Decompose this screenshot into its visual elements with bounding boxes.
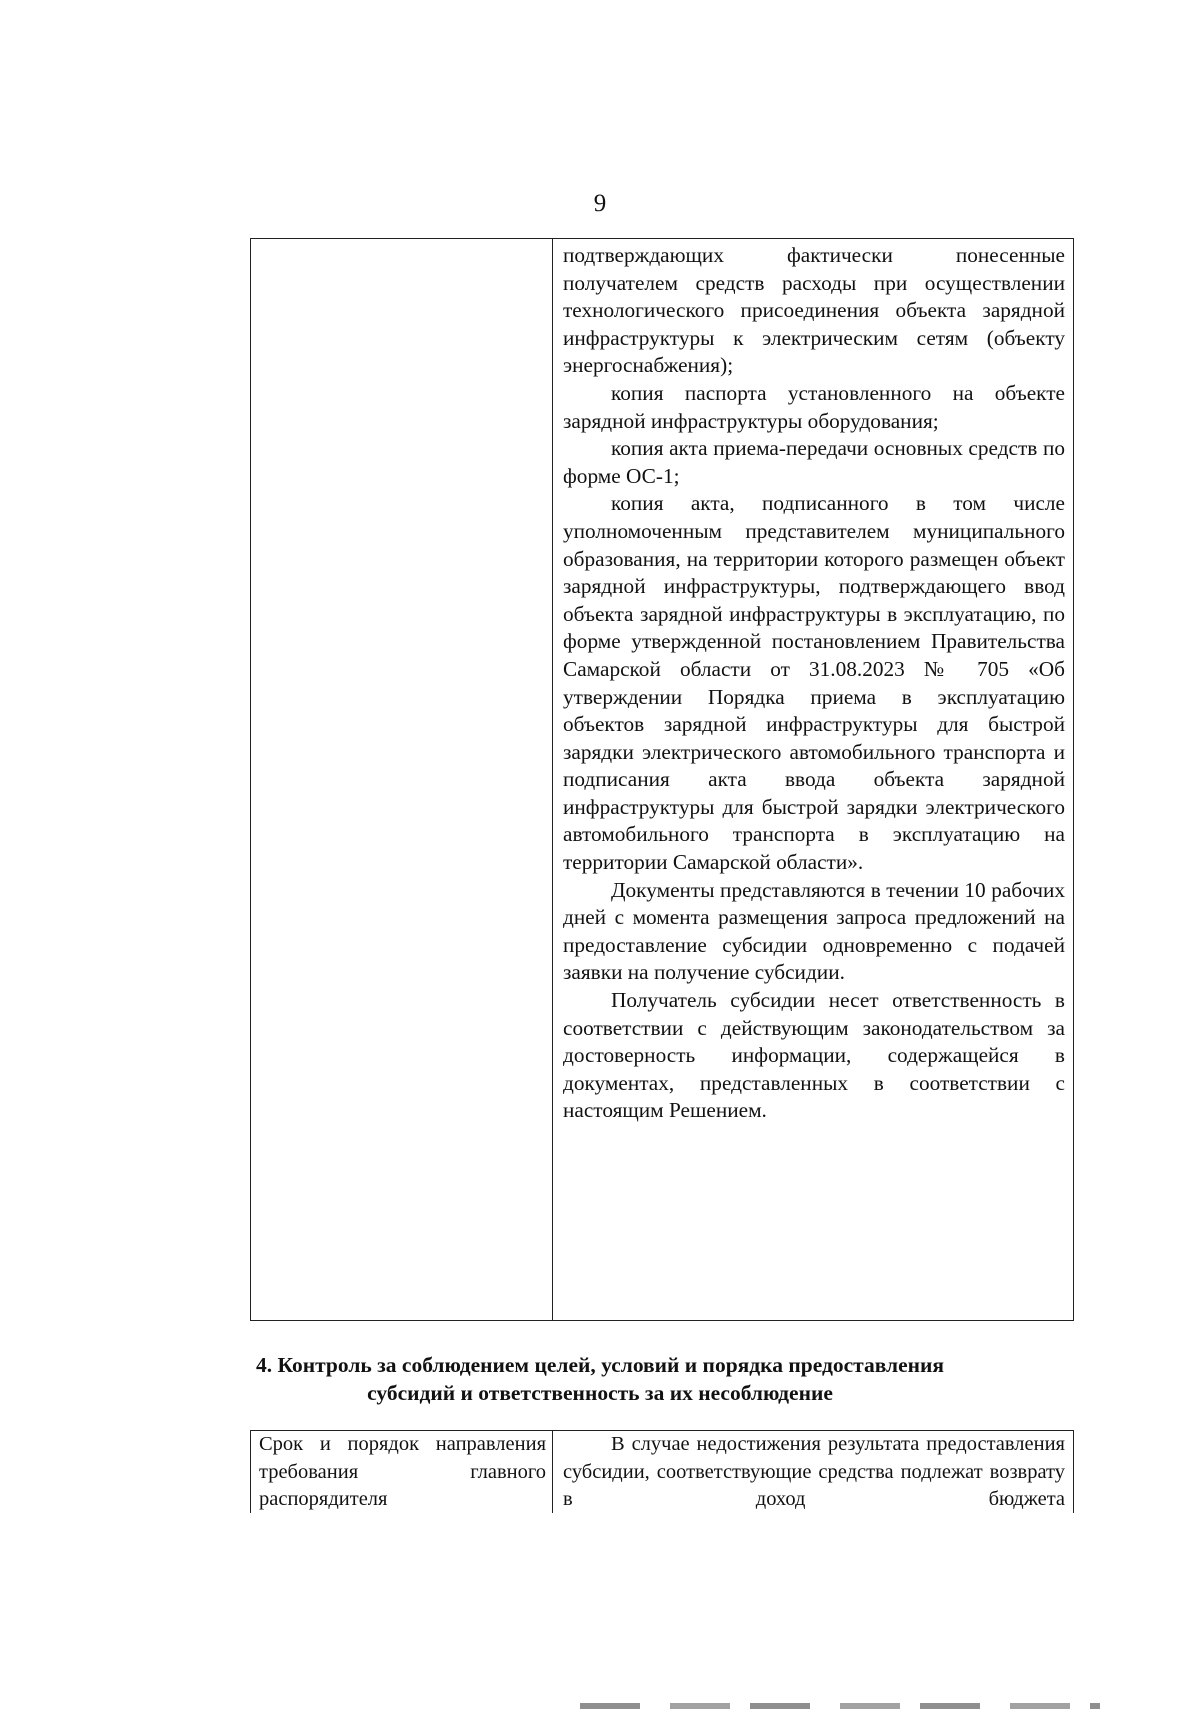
control-table-cell-right xyxy=(553,1431,1073,1513)
paragraph-expenses-docs: подтверждающих фактически понесенные получателем средств расходы при осуществлении технологического присоединения объекта зарядной инфраструктуры к электрическим сетям (объекту энергоснабжения); xyxy=(563,243,1065,378)
paragraph-os1-act: копия акта приема-передачи основных средств по форме ОС-1; xyxy=(563,436,1065,488)
section-heading-line2: субсидий и ответственность за их несоблюдение xyxy=(367,1381,833,1405)
control-table xyxy=(250,1430,1074,1513)
scan-artifact xyxy=(580,1703,1100,1709)
control-table-cell-left: Срок и порядок направления требования главного распорядителя xyxy=(251,1431,553,1513)
paragraph-submission-deadline: Документы представляются в течении 10 рабочих дней с момента размещения запроса предложений на предоставление субсидии одновременно с подачей заявки на получение субсидии. xyxy=(563,877,1065,985)
page-number: 9 xyxy=(593,190,607,217)
table-cell-right xyxy=(553,239,1073,1320)
paragraph-commissioning-act: копия акта, подписанного в том числе уполномоченным представителем муниципального образования, на территории которого размещен объект зарядной инфраструктуры, подтверждающего ввод объекта зарядной инфраструктуры в эксплуатацию, по форме утвержденной постановлением Правительства Самарской области от 31.08.2023 № 705 «Об утверждении Порядка приема в эксплуатацию объектов зарядной инфраструктуры для быстрой зарядки электрического автомобильного транспорта и подписания акта ввода объекта зарядной инфраструктуры для быстрой зарядки электрического автомобильного транспорта в эксплуатацию на территории Самарской области». xyxy=(563,491,1065,875)
paragraph-equipment-passport: копия паспорта установленного на объекте зарядной инфраструктуры оборудования; xyxy=(563,380,1065,433)
section-heading-line1: 4. Контроль за соблюдением целей, условий и порядка предоставления xyxy=(255,1353,945,1377)
section-heading xyxy=(0,1351,1200,1407)
requirements-table xyxy=(250,238,1074,1321)
control-table-right-text: В случае недостижения результата предоставления субсидии, соответствующие средства подлежат возврату в доход бюджета xyxy=(563,1433,1065,1511)
table-cell-left-empty xyxy=(251,239,553,1320)
paragraph-responsibility: Получатель субсидии несет ответственность в соответствии с действующим законодательством за достоверность информации, содержащейся в документах, представленных в соответствии с настоящим Решением. xyxy=(563,988,1065,1123)
